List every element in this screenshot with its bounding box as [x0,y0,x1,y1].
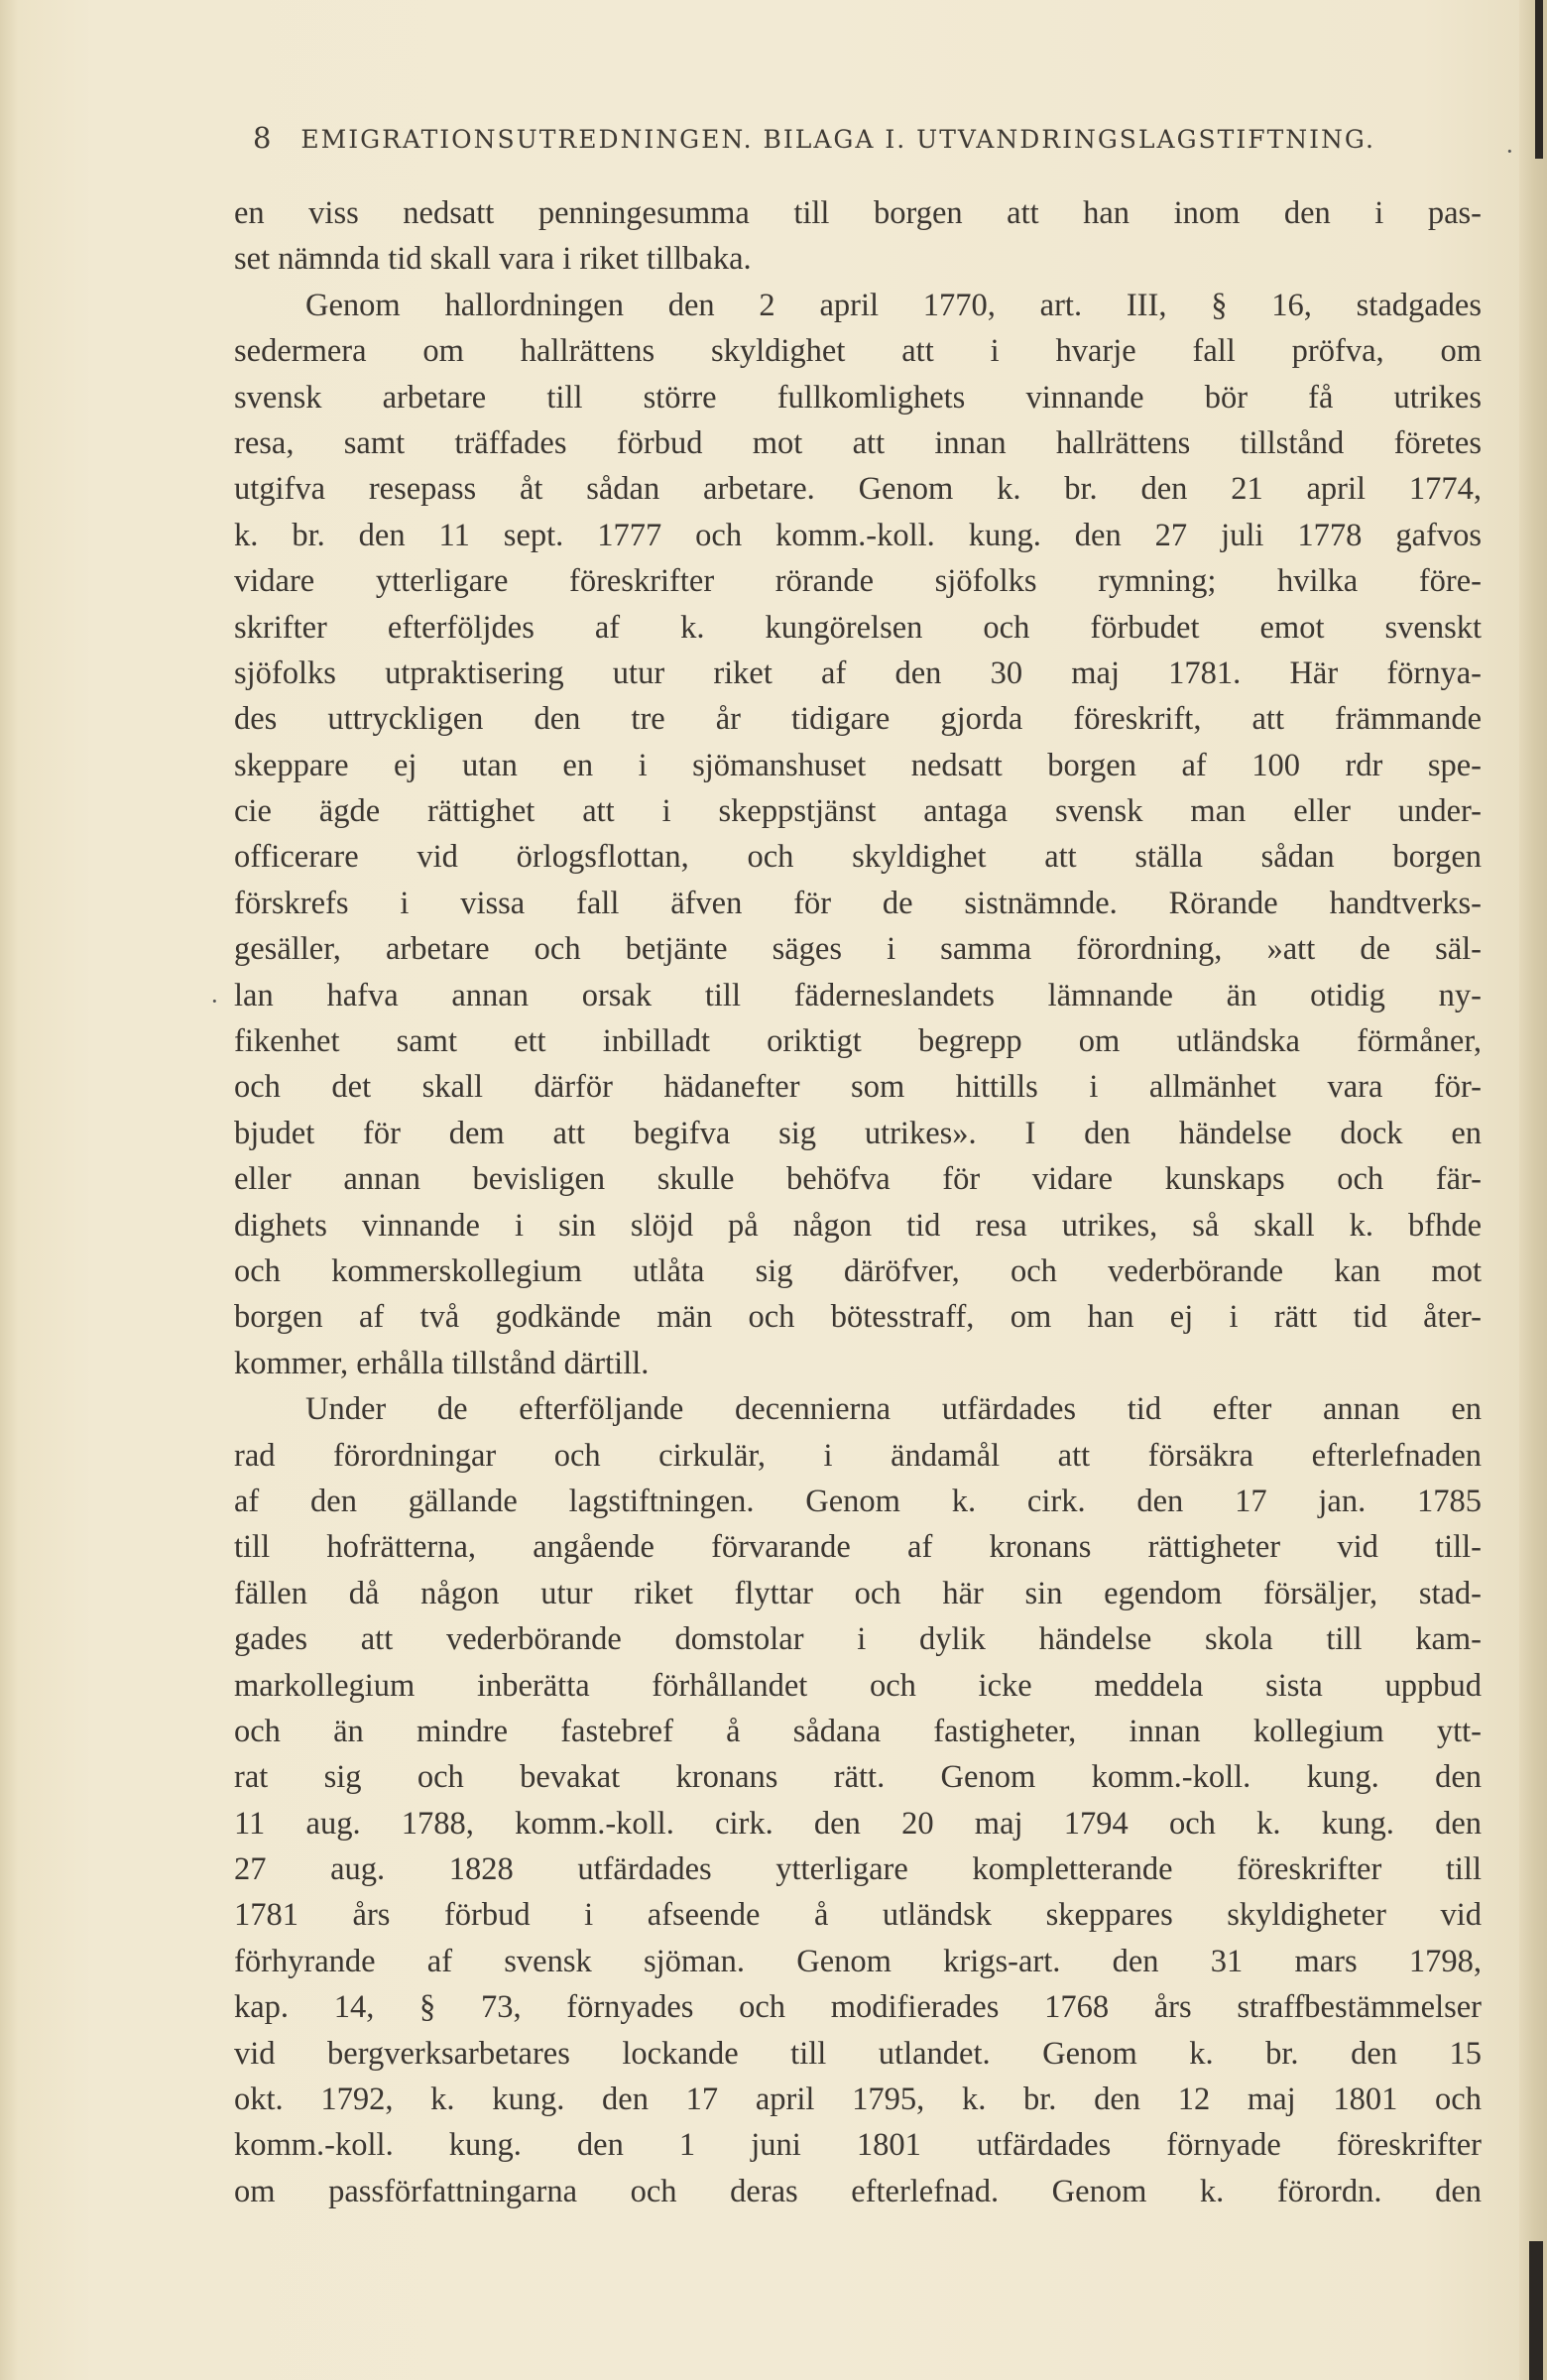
text-line: förhyrande af svensk sjöman. Genom krigs-art. den 31 mars 1798, [234,1943,1482,1979]
text-line: eller annan bevisligen skulle behöfva för vidare kunskaps och fär- [234,1161,1482,1198]
text-line: set nämnda tid skall vara i riket tillbaka. [234,241,752,278]
text-line: af den gällande lagstiftningen. Genom k. cirk. den 17 jan. 1785 [234,1483,1482,1519]
text-line: sjöfolks utpraktisering utur riket af den 30 maj 1781. Här förnya- [234,654,1482,691]
text-line: vidare ytterligare föreskrifter rörande sjöfolks rymning; hvilka före- [234,563,1482,600]
body-text [234,190,1482,2214]
text-line: dighets vinnande i sin slöjd på någon tid resa utrikes, så skall k. bfhde [234,1207,1482,1244]
text-line: kommer, erhålla tillstånd därtill. [234,1345,650,1381]
text-line: k. br. den 11 sept. 1777 och komm.-koll. kung. den 27 juli 1778 gafvos [234,517,1482,553]
text-line: förskrefs i vissa fall äfven för de sistnämnde. Rörande handtverks- [234,885,1482,921]
text-line: en viss nedsatt penningesumma till borgen att han inom den i pas- [234,195,1482,231]
text-line: cie ägde rättighet att i skeppstjänst antaga svensk man eller under- [234,793,1482,830]
text-line: utgifva resepass åt sådan arbetare. Genom k. br. den 21 april 1774, [234,471,1482,508]
text-line: rad förordningar och cirkulär, i ändamål att försäkra efterlefnaden [234,1437,1482,1474]
text-line: Under de efterföljande decennierna utfärdades tid efter annan en [305,1391,1482,1428]
text-line: borgen af två godkände män och bötesstraff, om han ej i rätt tid åter- [234,1299,1482,1336]
text-line: rat sig och bevakat kronans rätt. Genom komm.-koll. kung. den [234,1759,1482,1796]
text-line: svensk arbetare till större fullkomlighets vinnande bör få utrikes [234,379,1482,416]
text-line: till hofrätterna, angående förvarande af kronans rättigheter vid till- [234,1529,1482,1566]
page-gutter-shadow [0,0,18,2380]
text-line: bjudet för dem att begifva sig utrikes». I den händelse dock en [234,1115,1482,1151]
text-line: gades att vederbörande domstolar i dylik händelse skola till kam- [234,1621,1482,1658]
text-line: lan hafva annan orsak till fäderneslandets lämnande än otidig ny- [234,977,1482,1013]
text-line: och kommerskollegium utlåta sig däröfver, och vederbörande kan mot [234,1252,1482,1289]
text-line: komm.-koll. kung. den 1 juni 1801 utfärdades förnyade föreskrifter [234,2127,1482,2164]
text-line: okt. 1792, k. kung. den 17 april 1795, k. br. den 12 maj 1801 och [234,2082,1482,2118]
margin-speck: · [210,987,219,1015]
text-line: officerare vid örlogsflottan, och skyldighet att ställa sådan borgen [234,839,1482,876]
text-line: och det skall därför hädanefter som hittills i allmänhet vara för- [234,1069,1482,1106]
text-line: kap. 14, § 73, förnyades och modifierades 1768 års straffbestämmelser [234,1989,1482,2026]
text-line: 11 aug. 1788, komm.-koll. cirk. den 20 maj 1794 och k. kung. den [234,1805,1482,1842]
text-line: 1781 års förbud i afseende å utländsk skeppares skyldigheter vid [234,1897,1482,1934]
text-line: sedermera om hallrättens skyldighet att i hvarje fall pröfva, om [234,333,1482,370]
text-line: fällen då någon utur riket flyttar och här sin egendom försäljer, stad- [234,1575,1482,1611]
text-line: 27 aug. 1828 utfärdades ytterligare kompletterande föreskrifter till [234,1851,1482,1888]
scan-edge-mark [1529,2241,1543,2380]
text-line: fikenhet samt ett inbilladt oriktigt begrepp om utländska förmåner, [234,1023,1482,1060]
text-line: markollegium inberätta förhållandet och icke meddela sista uppbud [234,1667,1482,1704]
text-line: Genom hallordningen den 2 april 1770, art. III, § 16, stadgades [305,287,1482,323]
running-header [253,121,1443,155]
text-line: skrifter efterföljdes af k. kungörelsen och förbudet emot svenskt [234,609,1482,646]
margin-speck: · [1505,137,1514,166]
text-line: och än mindre fastebref å sådana fastigheter, innan kollegium ytt- [234,1713,1482,1749]
text-line: om passförfattningarna och deras efterlefnad. Genom k. förordn. den [234,2173,1482,2209]
page-edge [1519,0,1547,2380]
text-line: gesäller, arbetare och betjänte säges i samma förordning, »att de säl- [234,931,1482,968]
text-line: vid bergverksarbetares lockande till utlandet. Genom k. br. den 15 [234,2035,1482,2072]
text-line: des uttryckligen den tre år tidigare gjorda föreskrift, att främmande [234,701,1482,738]
page-number: 8 [253,121,274,155]
running-title: EMIGRATIONSUTREDNINGEN. BILAGA I. UTVANDRINGSLAGSTIFTNING. [300,125,1375,154]
text-line: skeppare ej utan en i sjömanshuset nedsatt borgen af 100 rdr spe- [234,747,1482,783]
scan-edge-mark [1535,0,1543,159]
text-line: resa, samt träffades förbud mot att innan hallrättens tillstånd företes [234,424,1482,461]
